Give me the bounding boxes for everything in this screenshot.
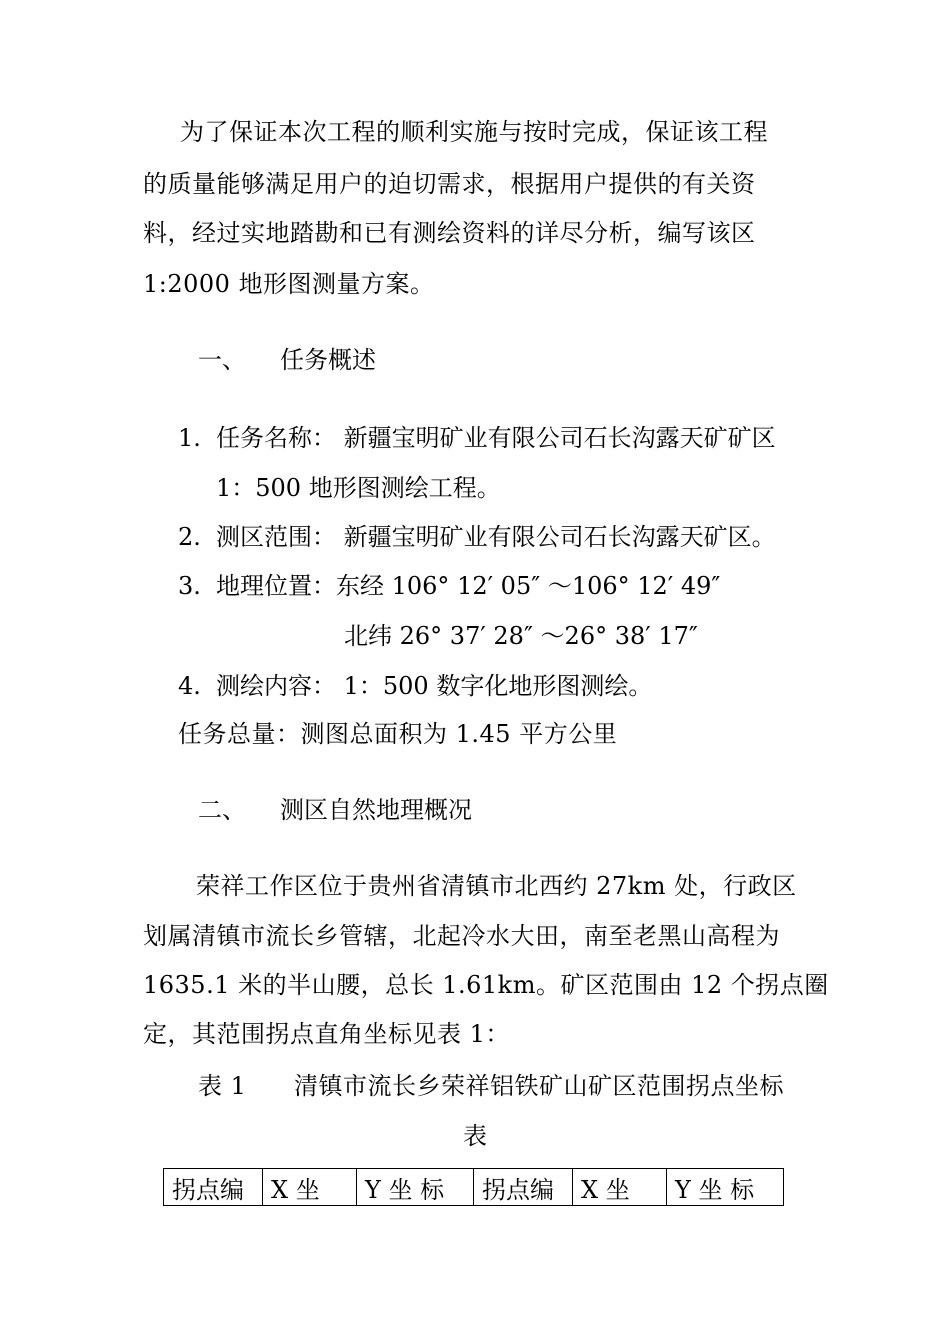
list-item-3 xyxy=(178,568,720,604)
section1-title: 任务概述 xyxy=(280,346,376,374)
section2-number: 二、 xyxy=(198,796,246,824)
section2-line-3: 1635.1 米的半山腰，总长 1.61km。矿区范围由 12 个拐点圈 xyxy=(143,971,829,999)
table-caption-label: 表 1 xyxy=(198,1072,247,1100)
header-cell-y-1: Y 坐 标 xyxy=(357,1169,474,1206)
list-item-3-text: 地理位置：东经 106° 12′ 05″ ～106° 12′ 49″ xyxy=(216,572,721,600)
list-item-1 xyxy=(178,420,776,456)
list-item-2-text: 测区范围： 新疆宝明矿业有限公司石长沟露天矿区。 xyxy=(216,523,776,551)
list-item-3-index: 3. xyxy=(178,572,201,600)
section1-heading xyxy=(198,342,376,378)
header-cell-x-2: X 坐 xyxy=(573,1169,667,1206)
header-cell-point-1: 拐点编 xyxy=(164,1169,263,1206)
section2-heading xyxy=(198,792,472,828)
list-item-2 xyxy=(178,519,776,555)
section2-title: 测区自然地理概况 xyxy=(280,796,472,824)
intro-line-4: 1:2000 地形图测量方案。 xyxy=(143,270,435,298)
task-total: 任务总量：测图总面积为 1.45 平方公里 xyxy=(178,720,618,748)
table-caption-text: 清镇市流长乡荣祥铝铁矿山矿区范围拐点坐标 xyxy=(294,1072,784,1100)
table-caption xyxy=(198,1068,784,1104)
section2-line-2: 划属清镇市流长乡管辖，北起冷水大田，南至老黑山高程为 xyxy=(143,922,780,950)
table-header-row xyxy=(164,1169,784,1206)
header-cell-y-2: Y 坐 标 xyxy=(667,1169,784,1206)
intro-line-1: 为了保证本次工程的顺利实施与按时完成，保证该工程 xyxy=(180,118,768,146)
list-item-1-index: 1. xyxy=(178,424,201,452)
list-item-2-index: 2. xyxy=(178,523,201,551)
coordinate-table xyxy=(163,1168,784,1206)
list-item-4 xyxy=(178,668,652,704)
intro-line-2: 的质量能够满足用户的迫切需求，根据用户提供的有关资 xyxy=(143,170,756,198)
list-item-1-text: 任务名称： 新疆宝明矿业有限公司石长沟露天矿矿区 xyxy=(216,424,776,452)
list-item-4-index: 4. xyxy=(178,672,201,700)
list-item-1-continuation: 1：500 地形图测绘工程。 xyxy=(216,474,501,502)
list-item-3-continuation: 北纬 26° 37′ 28″ ～26° 38′ 17″ xyxy=(344,622,698,650)
section2-line-4: 定，其范围拐点直角坐标见表 1： xyxy=(143,1020,510,1048)
header-cell-x-1: X 坐 xyxy=(263,1169,357,1206)
header-cell-point-2: 拐点编 xyxy=(474,1169,573,1206)
list-item-4-text: 测绘内容： 1：500 数字化地形图测绘。 xyxy=(216,672,653,700)
intro-line-3: 料，经过实地踏勘和已有测绘资料的详尽分析，编写该区 xyxy=(143,219,756,247)
section2-line-1: 荣祥工作区位于贵州省清镇市北西约 27km 处，行政区 xyxy=(196,872,797,900)
table-caption-tail: 表 xyxy=(463,1122,488,1150)
section1-number: 一、 xyxy=(198,346,246,374)
